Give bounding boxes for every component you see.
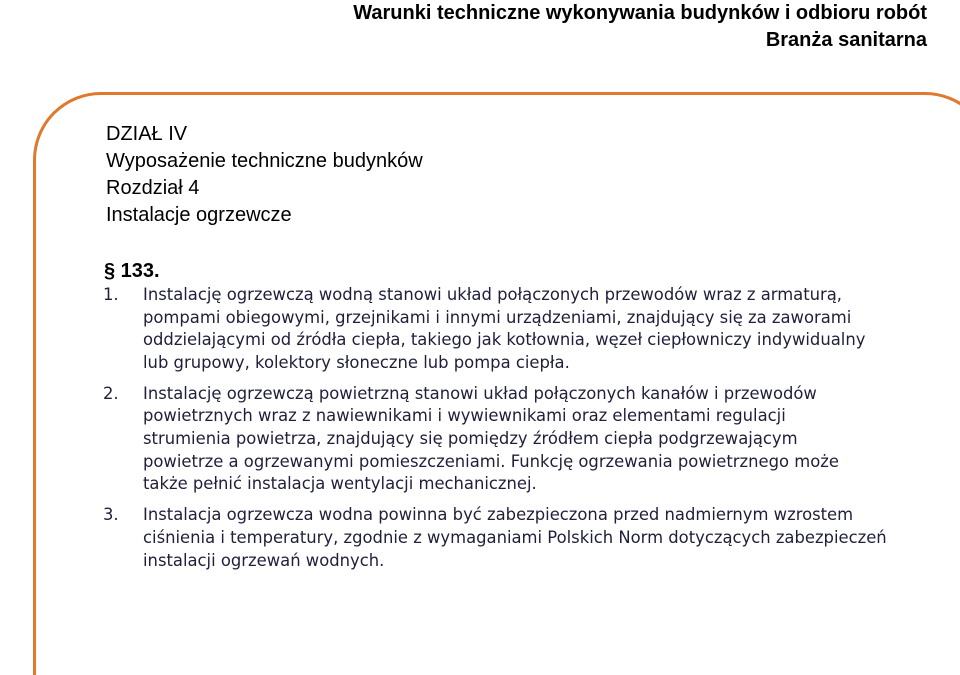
item-text bbox=[143, 504, 960, 572]
item-text-line: ciśnienia i temperatury, zgodnie z wymaganiami Polskich Norm dotyczących zabezpieczeń bbox=[143, 527, 887, 547]
item-text-line: pompami obiegowymi, grzejnikami i innymi urządzeniami, znajdujący się za zaworami bbox=[143, 307, 852, 327]
header-title-line-2: Branża sanitarna bbox=[765, 29, 927, 51]
item-text-line: lub grupowy, kolektory słoneczne lub pompa ciepła. bbox=[143, 352, 570, 372]
item-text bbox=[143, 284, 960, 374]
item-text-line: Instalację ogrzewczą wodną stanowi układ połączonych przewodów wraz z armaturą, bbox=[143, 285, 843, 304]
item-text-line: instalacji ogrzewań wodnych. bbox=[143, 550, 385, 570]
item-text-line: powietrznych wraz z nawiewnikami i wywiewnikami oraz elementami regulacji bbox=[143, 406, 786, 426]
chapter-label: Rozdział 4 bbox=[106, 177, 200, 199]
item-text bbox=[143, 383, 960, 496]
item-number: 3. bbox=[103, 505, 119, 525]
document-header bbox=[353, 0, 927, 54]
list-item bbox=[103, 504, 960, 572]
item-text-line: powietrze a ogrzewanymi pomieszczeniami. Funkcję ogrzewania powietrznego może bbox=[143, 451, 839, 471]
division-title: Wyposażenie techniczne budynków bbox=[106, 150, 423, 172]
header-title-line-1: Warunki techniczne wykonywania budynków i odbioru robót bbox=[353, 2, 927, 24]
provisions-list bbox=[103, 284, 960, 581]
section-titles bbox=[106, 121, 423, 229]
item-number: 1. bbox=[103, 285, 119, 304]
item-text-line: także pełnić instalacja wentylacji mechanicznej. bbox=[143, 474, 537, 494]
list-item bbox=[103, 383, 960, 496]
division-label: DZIAŁ IV bbox=[106, 123, 188, 145]
paragraph-number: § 133. bbox=[104, 260, 160, 282]
item-text-line: Instalację ogrzewczą powietrzną stanowi układ połączonych kanałów i przewodów bbox=[143, 383, 817, 403]
list-item bbox=[103, 284, 960, 374]
item-number: 2. bbox=[103, 383, 119, 403]
item-text-line: strumienia powietrza, znajdujący się pomiędzy źródłem ciepła podgrzewającym bbox=[143, 429, 798, 449]
item-text-line: Instalacja ogrzewcza wodna powinna być zabezpieczona przed nadmiernym wzrostem bbox=[143, 505, 854, 525]
item-text-line: oddzielającymi od źródła ciepła, takiego jak kotłownia, węzeł ciepłowniczy indywidualny bbox=[143, 330, 866, 350]
chapter-title: Instalacje ogrzewcze bbox=[106, 204, 292, 226]
